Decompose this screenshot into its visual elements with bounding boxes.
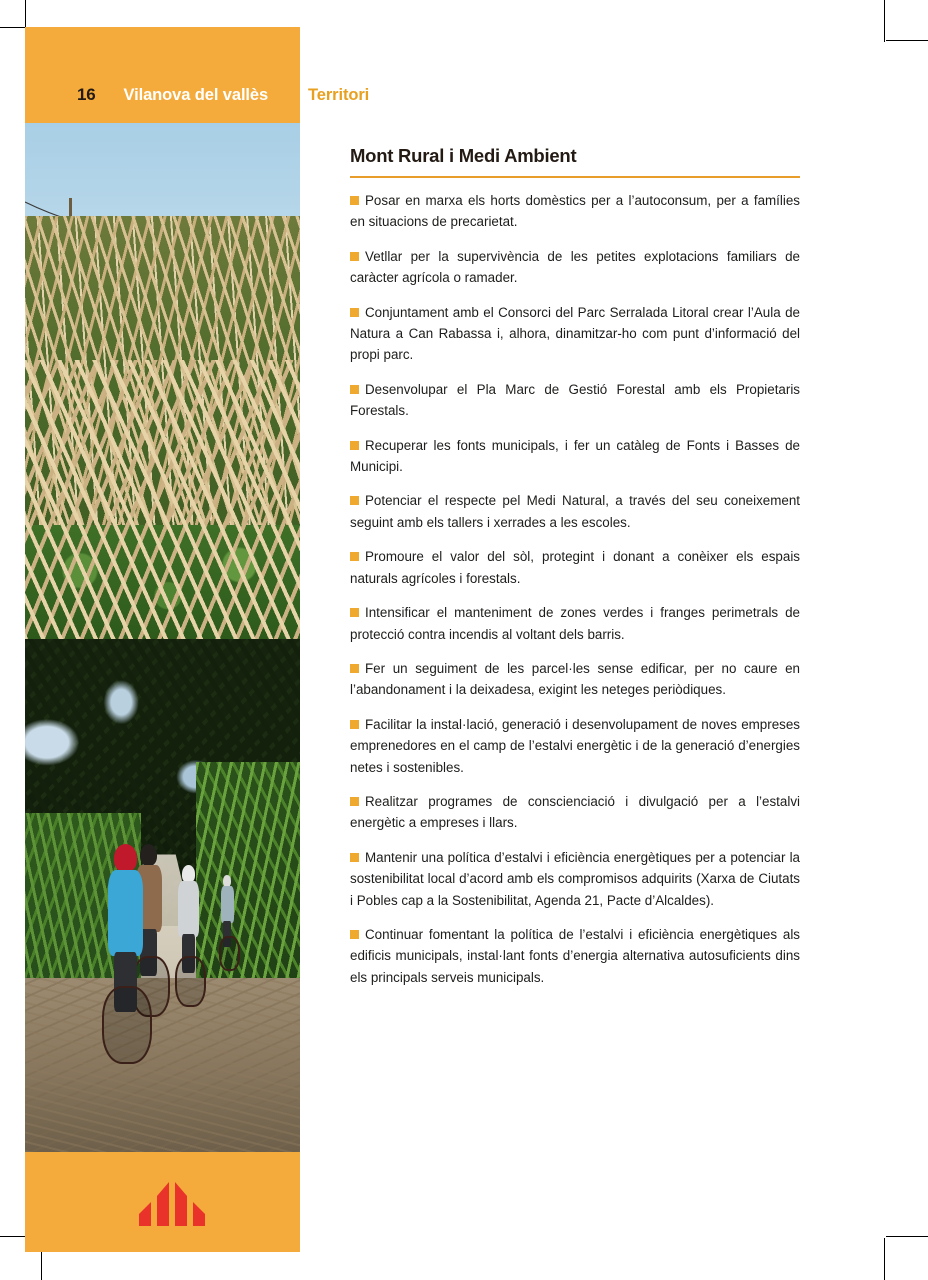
- header-content: [25, 85, 370, 105]
- list-item-text: Continuar fomentant la política de l’estalvi i eficiència energètiques als edificis municipals, instal·lant fonts d’energia alternativa autosuficients dins els principals serveis municipals.: [350, 926, 800, 985]
- list-item-text: Recuperar les fonts municipals, i fer un catàleg de Fonts i Basses de Municipi.: [350, 437, 800, 475]
- bullet-square-icon: [350, 552, 359, 561]
- bullet-square-icon: [350, 797, 359, 806]
- page-footer-band: [25, 1152, 300, 1252]
- cyclist-foreground: [99, 844, 151, 1059]
- list-item-text: Vetllar per la supervivència de les petites explotacions familiars de caràcter agrícola o ramader.: [350, 248, 800, 286]
- list-item: [350, 546, 800, 589]
- list-item-text: Posar en marxa els horts domèstics per a l’autoconsum, per a famílies en situacions de precarietat.: [350, 193, 800, 230]
- list-item-text: Mantenir una política d’estalvi i eficiència energètiques per a potenciar la sostenibilitat local d’acord amb els compromisos adquirits (Xarxa de Ciutats i Pobles cap a la Sostenibilitat, Agenda 21, Pacte d’Alcaldes).: [350, 849, 800, 908]
- list-item: [350, 190, 800, 233]
- bamboo-canes-foreground: [25, 360, 300, 639]
- list-item-text: Intensificar el manteniment de zones verdes i franges perimetrals de protecció contra incendis al voltant dels barris.: [350, 605, 800, 642]
- page-number: 16: [77, 85, 96, 104]
- list-item: [350, 435, 800, 478]
- list-item: [350, 924, 800, 988]
- section-heading: Mont Rural i Medi Ambient: [350, 145, 577, 166]
- helmet-icon: [114, 844, 137, 872]
- bullet-square-icon: [350, 664, 359, 673]
- bullet-square-icon: [350, 252, 359, 261]
- list-item: [350, 602, 800, 645]
- stylized-red-bars-logo: [137, 1180, 215, 1226]
- list-item: [350, 302, 800, 366]
- bullet-square-icon: [350, 930, 359, 939]
- list-item-text: Fer un seguiment de les parcel·les sense edificar, per no caure en l’abandonament i la deixadesa, exigint les neteges periòdiques.: [350, 660, 800, 698]
- list-item-text: Conjuntament amb el Consorci del Parc Serralada Litoral crear l’Aula de Natura a Can Rabassa i, alhora, dinamitzar-ho com punt d’informació del propi parc.: [350, 304, 800, 363]
- list-item-text: Facilitar la instal·lació, generació i desenvolupament de noves empreses emprenedores en el camp de l’estalvi energètic i de la generació d’energies netes i sostenibles.: [350, 716, 800, 775]
- list-item: [350, 714, 800, 778]
- bullet-square-icon: [350, 608, 359, 617]
- rider-torso: [108, 870, 144, 956]
- cyclists-on-dirt-track-photo: [25, 639, 300, 1152]
- bullet-square-icon: [350, 853, 359, 862]
- bullet-square-icon: [350, 308, 359, 317]
- right-column: [350, 145, 800, 988]
- bicycle-icon: [175, 956, 206, 1007]
- cyclist-far: [218, 875, 237, 967]
- list-item-text: Potenciar el respecte pel Medi Natural, a través del seu coneixement seguint amb els tallers i xerrades a les escoles.: [350, 493, 800, 530]
- left-column: [25, 27, 370, 1252]
- objectives-list: [350, 190, 800, 988]
- bicycle-icon: [102, 986, 152, 1063]
- document-page: [25, 27, 900, 1252]
- rider-torso: [178, 881, 199, 936]
- bullet-square-icon: [350, 720, 359, 729]
- rider-torso: [221, 886, 234, 923]
- municipality-name: Vilanova del vallès: [123, 86, 269, 104]
- list-item-text: Desenvolupar el Pla Marc de Gestió Forestal amb els Propietaris Forestals.: [350, 381, 800, 419]
- page-header-band: [25, 27, 370, 123]
- cyclist-third: [174, 865, 204, 1004]
- list-item: [350, 490, 800, 533]
- helmet-icon: [182, 865, 195, 883]
- bamboo-canes-field-photo: [25, 123, 300, 639]
- bullet-square-icon: [350, 196, 359, 205]
- heading-rule: [350, 176, 800, 178]
- bullet-square-icon: [350, 441, 359, 450]
- list-item: [350, 658, 800, 701]
- list-item: [350, 246, 800, 289]
- list-item-text: Realitzar programes de conscienciació i divulgació per a l’estalvi energètic a empreses i llars.: [350, 793, 800, 831]
- section-label: Territori: [308, 86, 370, 104]
- list-item: [350, 379, 800, 422]
- list-item: [350, 791, 800, 834]
- bullet-square-icon: [350, 496, 359, 505]
- bullet-square-icon: [350, 385, 359, 394]
- list-item: [350, 847, 800, 911]
- list-item-text: Promoure el valor del sòl, protegint i donant a conèixer els espais naturals agrícoles i forestals.: [350, 549, 800, 586]
- bicycle-icon: [219, 936, 240, 971]
